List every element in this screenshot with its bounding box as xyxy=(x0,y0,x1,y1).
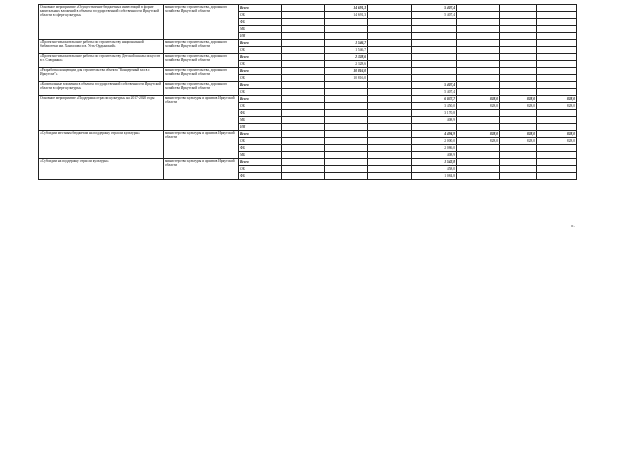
amount-cell xyxy=(537,61,577,68)
amount-cell xyxy=(368,33,412,40)
funding-source: ОБ xyxy=(239,103,282,110)
amount-cell xyxy=(282,54,325,61)
amount-cell xyxy=(325,138,368,145)
amount-cell: 458,0 xyxy=(412,166,457,173)
amount-cell xyxy=(537,68,577,75)
amount-cell xyxy=(282,152,325,159)
amount-cell xyxy=(368,159,412,166)
funding-source: Всего xyxy=(239,159,282,166)
amount-cell xyxy=(282,5,325,12)
amount-cell xyxy=(368,61,412,68)
amount-cell xyxy=(457,33,500,40)
amount-cell xyxy=(368,75,412,82)
responsible-executor: министерство строительства, дорожного хозяйства Иркутской области xyxy=(164,54,239,68)
amount-cell xyxy=(537,117,577,124)
amount-cell xyxy=(457,110,500,117)
amount-cell xyxy=(457,61,500,68)
funding-source: ОБ xyxy=(239,75,282,82)
amount-cell xyxy=(537,110,577,117)
amount-cell xyxy=(457,47,500,54)
amount-cell xyxy=(500,26,537,33)
amount-cell xyxy=(282,131,325,138)
funding-source: ИИ xyxy=(239,33,282,40)
amount-cell xyxy=(368,26,412,33)
amount-cell xyxy=(537,82,577,89)
amount-cell: 3 450,0 xyxy=(412,103,457,110)
amount-cell xyxy=(325,159,368,166)
amount-cell xyxy=(500,12,537,19)
amount-cell xyxy=(412,124,457,131)
amount-cell xyxy=(325,152,368,159)
amount-cell xyxy=(537,159,577,166)
amount-cell xyxy=(412,19,457,26)
amount-cell: 1 084,8 xyxy=(412,173,457,180)
amount-cell xyxy=(282,82,325,89)
amount-cell: 14 691,3 xyxy=(325,12,368,19)
amount-cell xyxy=(500,145,537,152)
amount-cell xyxy=(368,54,412,61)
amount-cell xyxy=(282,96,325,103)
table-row xyxy=(39,68,577,75)
amount-cell xyxy=(325,103,368,110)
funding-source: ОБ xyxy=(239,89,282,96)
amount-cell xyxy=(282,103,325,110)
amount-cell xyxy=(368,19,412,26)
amount-cell xyxy=(282,89,325,96)
amount-cell xyxy=(368,96,412,103)
amount-cell xyxy=(537,173,577,180)
amount-cell: 14 691,3 xyxy=(325,5,368,12)
responsible-executor: министерство культуры и архивов Иркутской области xyxy=(164,131,239,159)
amount-cell xyxy=(282,26,325,33)
amount-cell: 2 086,0 xyxy=(412,145,457,152)
amount-cell: 2 000,0 xyxy=(412,138,457,145)
amount-cell xyxy=(457,173,500,180)
activity-description: «Проектно-изыскательские работы по строительству Детской школы искусств в г. Слюдянка» xyxy=(39,54,164,68)
activity-description: Основное мероприятие «Поддержка отрасли культуры» на 2017-2020 годы xyxy=(39,96,164,131)
responsible-executor: министерство строительства, дорожного хозяйства Иркутской области xyxy=(164,68,239,82)
amount-cell xyxy=(500,89,537,96)
amount-cell: 1 546,7 xyxy=(325,47,368,54)
amount-cell xyxy=(368,124,412,131)
amount-cell xyxy=(500,5,537,12)
amount-cell xyxy=(457,5,500,12)
amount-cell xyxy=(500,54,537,61)
amount-cell xyxy=(368,103,412,110)
funding-source: Всего xyxy=(239,54,282,61)
funding-source: ФБ xyxy=(239,19,282,26)
amount-cell xyxy=(537,124,577,131)
funding-source: Всего xyxy=(239,131,282,138)
amount-cell: 828,0 xyxy=(537,96,577,103)
funding-source: ОБ xyxy=(239,61,282,68)
table-row xyxy=(39,5,577,12)
amount-cell xyxy=(457,26,500,33)
amount-cell xyxy=(368,117,412,124)
amount-cell xyxy=(368,5,412,12)
funding-source: ОБ xyxy=(239,138,282,145)
amount-cell xyxy=(537,152,577,159)
amount-cell xyxy=(457,40,500,47)
amount-cell xyxy=(282,68,325,75)
amount-cell xyxy=(500,61,537,68)
amount-cell xyxy=(537,26,577,33)
activity-description: «Субсидии на поддержку отрасли культуры» xyxy=(39,159,164,180)
amount-cell xyxy=(537,33,577,40)
amount-cell: 408,9 xyxy=(412,117,457,124)
amount-cell: 408,9 xyxy=(412,152,457,159)
amount-cell xyxy=(368,40,412,47)
amount-cell: 3 170,8 xyxy=(412,110,457,117)
amount-cell xyxy=(537,89,577,96)
amount-cell xyxy=(537,54,577,61)
amount-cell xyxy=(537,12,577,19)
amount-cell xyxy=(500,47,537,54)
funding-source: ФБ xyxy=(239,145,282,152)
amount-cell xyxy=(500,124,537,131)
amount-cell: 828,0 xyxy=(457,96,500,103)
activity-description: Основное мероприятие «Осуществление бюджетных инвестиций в форме капитальных вложений в объекты государственной собственности Иркутской области в сфере культуры» xyxy=(39,5,164,40)
funding-source: Всего xyxy=(239,96,282,103)
table-row xyxy=(39,159,577,166)
amount-cell xyxy=(412,40,457,47)
amount-cell: 828,0 xyxy=(457,131,500,138)
responsible-executor: министерство строительства, дорожного хозяйства Иркутской области xyxy=(164,82,239,96)
amount-cell xyxy=(282,19,325,26)
table-row xyxy=(39,131,577,138)
amount-cell xyxy=(500,152,537,159)
amount-cell xyxy=(325,124,368,131)
amount-cell xyxy=(368,47,412,54)
amount-cell xyxy=(457,117,500,124)
amount-cell: 6 037,7 xyxy=(412,96,457,103)
amount-cell xyxy=(500,33,537,40)
amount-cell xyxy=(537,145,577,152)
funding-source: Всего xyxy=(239,68,282,75)
amount-cell xyxy=(500,75,537,82)
amount-cell: 828,0 xyxy=(500,131,537,138)
amount-cell xyxy=(457,152,500,159)
amount-cell xyxy=(537,19,577,26)
amount-cell: 828,0 xyxy=(500,96,537,103)
amount-cell xyxy=(325,166,368,173)
table-row xyxy=(39,40,577,47)
responsible-executor: министерство строительства, дорожного хозяйства Иркутской области xyxy=(164,40,239,54)
funding-source: ИИ xyxy=(239,124,282,131)
amount-cell: 1 542,8 xyxy=(412,159,457,166)
amount-cell xyxy=(412,26,457,33)
amount-cell xyxy=(282,40,325,47)
amount-cell xyxy=(500,159,537,166)
amount-cell xyxy=(457,124,500,131)
amount-cell: 5 407,4 xyxy=(412,89,457,96)
amount-cell xyxy=(282,110,325,117)
amount-cell xyxy=(457,19,500,26)
amount-cell xyxy=(457,12,500,19)
amount-cell xyxy=(537,75,577,82)
responsible-executor: министерство строительства, дорожного хозяйства Иркутской области xyxy=(164,5,239,40)
amount-cell xyxy=(282,159,325,166)
funding-source: Всего xyxy=(239,40,282,47)
amount-cell: 5 407,4 xyxy=(412,5,457,12)
table-row xyxy=(39,54,577,61)
funding-source: МБ xyxy=(239,152,282,159)
amount-cell: 5 407,4 xyxy=(412,82,457,89)
activity-description: «Субсидии местным бюджетам на поддержку отрасли культуры» xyxy=(39,131,164,159)
amount-cell xyxy=(325,145,368,152)
amount-cell xyxy=(282,124,325,131)
amount-cell xyxy=(282,61,325,68)
amount-cell xyxy=(325,117,368,124)
amount-cell xyxy=(282,117,325,124)
amount-cell xyxy=(412,54,457,61)
funding-source: МБ xyxy=(239,117,282,124)
amount-cell xyxy=(282,138,325,145)
amount-cell xyxy=(412,68,457,75)
amount-cell xyxy=(457,89,500,96)
amount-cell xyxy=(500,117,537,124)
amount-cell xyxy=(368,138,412,145)
amount-cell xyxy=(282,173,325,180)
amount-cell xyxy=(457,159,500,166)
amount-cell xyxy=(282,166,325,173)
amount-cell: 5 407,4 xyxy=(412,12,457,19)
amount-cell: 2 328,6 xyxy=(325,54,368,61)
funding-source: Всего xyxy=(239,5,282,12)
table-row xyxy=(39,96,577,103)
funding-source: ОБ xyxy=(239,12,282,19)
amount-cell xyxy=(325,33,368,40)
amount-cell xyxy=(500,82,537,89)
amount-cell xyxy=(500,110,537,117)
amount-cell: 10 816,0 xyxy=(325,68,368,75)
amount-cell xyxy=(368,166,412,173)
responsible-executor: министерство культуры и архивов Иркутской области xyxy=(164,96,239,131)
amount-cell xyxy=(457,54,500,61)
amount-cell: 4 494,9 xyxy=(412,131,457,138)
amount-cell xyxy=(500,68,537,75)
amount-cell xyxy=(500,40,537,47)
amount-cell xyxy=(368,110,412,117)
amount-cell xyxy=(325,82,368,89)
amount-cell xyxy=(457,75,500,82)
amount-cell xyxy=(500,19,537,26)
activity-description: «Капитальные вложения в объекты государственной собственности Иркутской области в сфере культуры» xyxy=(39,82,164,96)
amount-cell xyxy=(282,145,325,152)
amount-cell xyxy=(282,47,325,54)
amount-cell xyxy=(500,173,537,180)
activity-description: «Разработка концепции для строительства объекта "Концертный зал в г. Иркутске"» xyxy=(39,68,164,82)
funding-source: ФБ xyxy=(239,110,282,117)
amount-cell: 828,0 xyxy=(500,138,537,145)
amount-cell xyxy=(368,68,412,75)
amount-cell xyxy=(412,33,457,40)
amount-cell xyxy=(325,173,368,180)
amount-cell xyxy=(325,131,368,138)
amount-cell: 828,0 xyxy=(537,131,577,138)
amount-cell xyxy=(368,131,412,138)
amount-cell xyxy=(282,75,325,82)
table-row xyxy=(39,82,577,89)
amount-cell xyxy=(457,145,500,152)
amount-cell: 1 546,7 xyxy=(325,40,368,47)
funding-source: МБ xyxy=(239,26,282,33)
responsible-executor: министерство культуры и архивов Иркутской области xyxy=(164,159,239,180)
funding-table xyxy=(38,4,577,180)
amount-cell xyxy=(537,40,577,47)
funding-source: ОБ xyxy=(239,166,282,173)
amount-cell xyxy=(537,5,577,12)
funding-source: Всего xyxy=(239,82,282,89)
amount-cell xyxy=(457,68,500,75)
amount-cell xyxy=(368,152,412,159)
amount-cell xyxy=(325,110,368,117)
amount-cell xyxy=(325,19,368,26)
amount-cell: 828,0 xyxy=(500,103,537,110)
funding-source: ОБ xyxy=(239,47,282,54)
amount-cell xyxy=(537,47,577,54)
amount-cell xyxy=(325,96,368,103)
amount-cell: 828,0 xyxy=(537,103,577,110)
amount-cell xyxy=(368,145,412,152)
activity-description: «Проектно-изыскательские работы по строительству национальной библиотеки им. Хангалова и в. Усть-Ордынский» xyxy=(39,40,164,54)
amount-cell xyxy=(368,89,412,96)
amount-cell: 828,0 xyxy=(537,138,577,145)
amount-cell xyxy=(412,61,457,68)
amount-cell xyxy=(325,26,368,33)
closing-quote-mark: ». xyxy=(571,224,575,229)
amount-cell xyxy=(282,33,325,40)
amount-cell: 10 816,0 xyxy=(325,75,368,82)
amount-cell xyxy=(282,12,325,19)
amount-cell xyxy=(325,89,368,96)
amount-cell: 828,0 xyxy=(457,138,500,145)
amount-cell xyxy=(368,173,412,180)
amount-cell xyxy=(368,82,412,89)
amount-cell xyxy=(412,75,457,82)
amount-cell xyxy=(368,12,412,19)
amount-cell: 828,0 xyxy=(457,103,500,110)
amount-cell xyxy=(457,82,500,89)
amount-cell: 2 328,6 xyxy=(325,61,368,68)
funding-source: ФБ xyxy=(239,173,282,180)
amount-cell xyxy=(500,166,537,173)
amount-cell xyxy=(412,47,457,54)
amount-cell xyxy=(457,166,500,173)
amount-cell xyxy=(537,166,577,173)
